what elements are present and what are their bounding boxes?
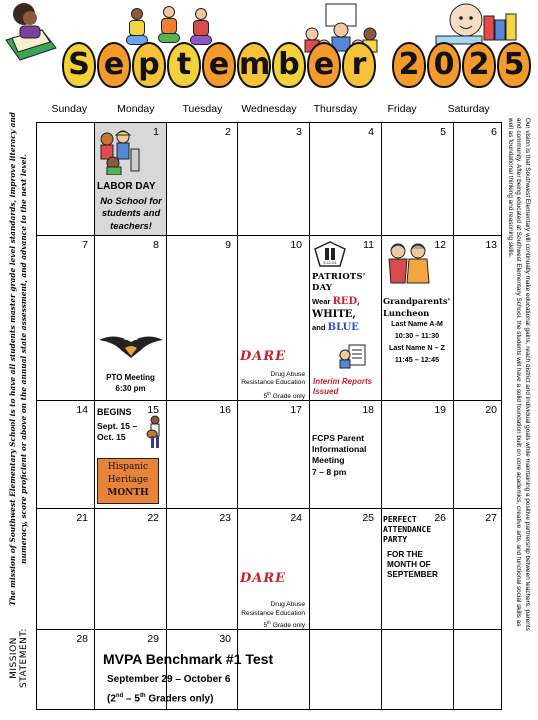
day-number: 24 (290, 512, 302, 524)
dare-description: Drug Abuse Resistance Education (241, 371, 305, 387)
grandparents-luncheon-title: Grandparents' Luncheon (383, 296, 451, 318)
perfect-attendance-note: FOR THE MONTH OF SEPTEMBER (387, 550, 438, 579)
title-letter: e (97, 42, 131, 88)
day-number: 29 (147, 633, 159, 645)
patriots-day-wear-note: Wear RED, WHITE, and BLUE (312, 296, 361, 333)
weekday-header-row (36, 103, 502, 121)
pto-meeting-title: PTO Meeting (106, 373, 155, 382)
sws-eagle-logo (97, 328, 165, 360)
day-number: 15 (147, 404, 159, 416)
title-digit: 5 (497, 42, 531, 88)
day-number: 18 (362, 404, 374, 416)
day-number: 13 (485, 239, 497, 251)
interim-reports-note: Interim Reports Issued (313, 377, 373, 396)
title-letter: r (342, 42, 376, 88)
dare-description: Drug Abuse Resistance Education (241, 601, 305, 617)
hispanic-heritage-dates: Sept. 15 – Oct. 15 (97, 421, 138, 442)
grandparents-line-4: 11:45 – 12:45 (394, 355, 440, 364)
mvpa-benchmark-title: MVPA Benchmark #1 Test (103, 651, 274, 667)
grandparents-line-3: Last Name N – Z (389, 343, 445, 352)
title-letter: e (202, 42, 236, 88)
day-number: 10 (290, 239, 302, 251)
day-number: 27 (485, 512, 497, 524)
day-number: 11 (363, 239, 374, 251)
day-number: 14 (76, 404, 88, 416)
student-writing-clipart (2, 0, 60, 64)
dare-logo: DARE (240, 571, 287, 586)
mission-statement-text: The mission of Southwest Elementary School is to have all students master grade level standards, improve literacy and numeracy, score proficient or above on the annual state assessment, and advance to the next level. (8, 112, 28, 606)
day-number: 16 (219, 404, 231, 416)
calendar-header (0, 0, 538, 100)
patriots-day-title: PATRIOTS' DAY (312, 271, 366, 292)
day-number: 17 (290, 404, 302, 416)
grandparents-icon (385, 241, 431, 285)
title-letter: m (237, 42, 271, 88)
svg-text:SWS: SWS (124, 336, 138, 342)
title-digit: 0 (427, 42, 461, 88)
day-number: 23 (219, 512, 231, 524)
baby-books-clipart (434, 2, 524, 46)
day-number: 2 (225, 126, 231, 138)
title-digit: 2 (392, 42, 426, 88)
day-number: 19 (434, 404, 446, 416)
labor-day-note: No School for students and teachers! (100, 195, 162, 231)
perfect-attendance-title: PERFECT ATTENDANCE PARTY (383, 515, 432, 544)
calendar-grid (36, 122, 502, 710)
report-card-icon (339, 343, 367, 369)
weekday-saturday: Saturday (447, 103, 490, 115)
day-number: 22 (147, 512, 159, 524)
day-number: 28 (76, 633, 88, 645)
mvpa-benchmark-grades: (2nd – 5th Graders only) (107, 693, 214, 705)
day-number: 30 (219, 633, 231, 645)
grandparents-line-2: 10:30 – 11:30 (394, 331, 440, 340)
title-digit: 2 (462, 42, 496, 88)
dare-grade-note: 5th Grade only (263, 391, 305, 401)
mission-statement-label: MISSION STATEMENT: (9, 628, 29, 688)
weekday-friday: Friday (387, 103, 417, 115)
title-letter: p (132, 42, 166, 88)
day-number: 9 (225, 239, 231, 251)
dare-logo: DARE (240, 349, 287, 364)
day-number: 26 (434, 512, 446, 524)
day-number: 20 (485, 404, 497, 416)
911-memorial-icon (314, 241, 346, 267)
month-title (62, 42, 531, 88)
guitar-player-icon (145, 415, 165, 449)
day-number: 7 (82, 239, 88, 251)
weekday-wednesday: Wednesday (241, 103, 297, 115)
weekday-monday: Monday (117, 103, 155, 115)
grandparents-line-1: Last Name A-M (391, 319, 443, 328)
day-number: 3 (296, 126, 302, 138)
hispanic-heritage-begins: BEGINS (97, 407, 132, 417)
pto-meeting-time: 6:30 pm (115, 384, 146, 393)
svg-text:9-11-01: 9-11-01 (323, 260, 337, 265)
weekday-sunday: Sunday (51, 103, 88, 115)
day-number: 12 (434, 239, 446, 251)
hispanic-heritage-banner: Hispanic Heritage MONTH (97, 458, 159, 504)
day-number: 6 (491, 126, 497, 138)
day-number: 1 (153, 126, 159, 138)
day-number: 21 (76, 512, 88, 524)
fcps-meeting-time: 7 – 8 pm (312, 467, 347, 477)
day-number: 8 (153, 239, 159, 251)
fcps-meeting-title: FCPS Parent Informational Meeting (312, 433, 367, 465)
dare-grade-note: 5th Grade only (263, 620, 305, 630)
title-letter: t (167, 42, 201, 88)
vision-statement-text: Our vision is that Southwest Elementary will continually make educational gains, reach district and individual goals while maintaining a positive partnership between teachers, parents and community. After being educated at Southwest Elementary School, the students will have a solid foundation built on core academics, creative arts, and functional social skills as well as foundational thinking and reasoning skills. (506, 117, 531, 631)
mvpa-benchmark-dates: September 29 – October 6 (107, 674, 231, 685)
day-number: 5 (440, 126, 446, 138)
labor-day-title: LABOR DAY (97, 181, 156, 192)
weekday-thursday: Thursday (313, 103, 358, 115)
labor-workers-icon (97, 129, 141, 175)
title-letter: S (62, 42, 96, 88)
day-number: 25 (362, 512, 374, 524)
weekday-tuesday: Tuesday (182, 103, 223, 115)
day-number: 4 (368, 126, 374, 138)
title-letter: e (307, 42, 341, 88)
title-letter: b (272, 42, 306, 88)
